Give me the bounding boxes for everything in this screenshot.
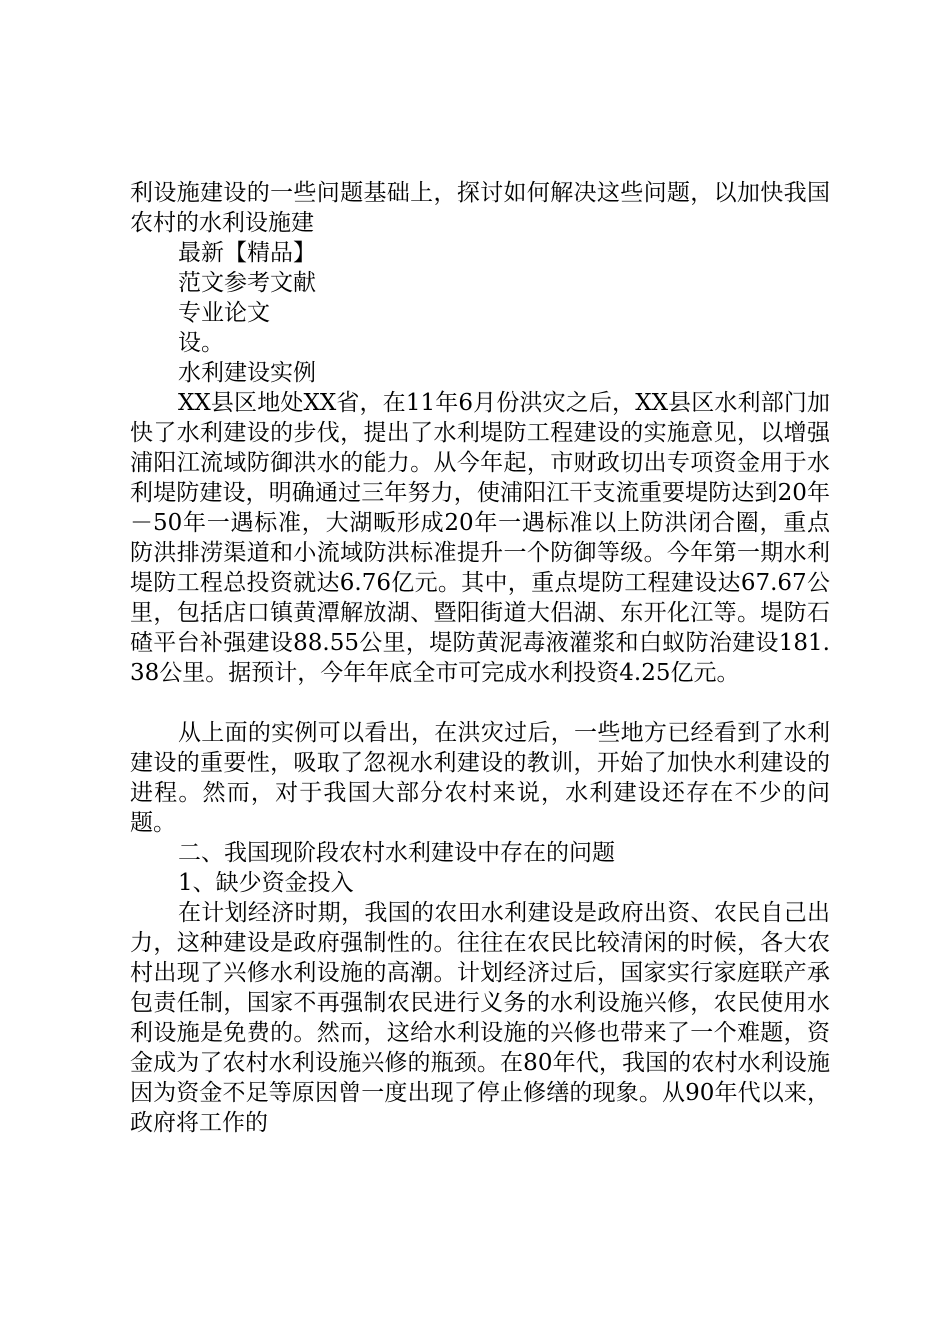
paragraph-watermark-latest: 最新【精品】: [178, 240, 316, 266]
paragraph-gap: [130, 688, 830, 718]
paragraph-watermark-thesis: 专业论文: [178, 300, 270, 326]
paragraph-funding: 在计划经济时期，我国的农田水利建设是政府出资、农民自己出力，这种建设是政府强制性的。往往在农民比较清闲的时候，各大农村出现了兴修水利设施的高潮。计划经济过后，国家实行家庭联产承包责任制，国家不再强制农民进行义务的水利设施兴修，农民使用水利设施是免费的。然而，这给水利设施的兴修也带来了一个难题，资金成为了农村水利设施兴修的瓶颈。在80年代，我国的农村水利设施因为资金不足等原因曾一度出现了停止修缮的现象。从90年代以来，政府将工作的: [130, 900, 830, 1136]
paragraph-example: XX县区地处XX省，在11年6月份洪灾之后，XX县区水利部门加快了水利建设的步伐，提出了水利堤防工程建设的实施意见，以增强浦阳江流域防御洪水的能力。从今年起，市财政切出专项资金用于水利堤防建设，明确通过三年努力，使浦阳江干支流重要堤防达到20年－50年一遇标准，大湖畈形成20年一遇标准以上防洪闭合圈，重点防洪排涝渠道和小流域防洪标准提升一个防御等级。今年第一期水利堤防工程总投资就达6.76亿元。其中，重点堤防工程建设达67.67公里，包括店口镇黄潭解放湖、暨阳街道大侣湖、东开化江等。堤防石碴平台补强建设88.55公里，堤防黄泥毒液灌浆和白蚁防治建设181.38公里。据预计，今年年底全市可完成水利投资4.25亿元。: [130, 390, 830, 686]
paragraph-intro-end: 设。: [178, 330, 224, 356]
paragraph-intro-continuation: 利设施建设的一些问题基础上，探讨如何解决这些问题，以加快我国农村的水利设施建: [130, 180, 830, 236]
section-heading-problems: 二、我国现阶段农村水利建设中存在的问题: [178, 840, 615, 866]
section-heading-example: 水利建设实例: [178, 360, 316, 386]
paragraph-analysis: 从上面的实例可以看出，在洪灾过后，一些地方已经看到了水利建设的重要性，吸取了忽视水利建设的教训，开始了加快水利建设的进程。然而，对于我国大部分农村来说，水利建设还存在不少的问题。: [130, 720, 830, 836]
paragraph-watermark-references: 范文参考文献: [178, 270, 316, 296]
document-body: [130, 178, 830, 1138]
subsection-heading-funding: 1、缺少资金投入: [178, 870, 354, 896]
